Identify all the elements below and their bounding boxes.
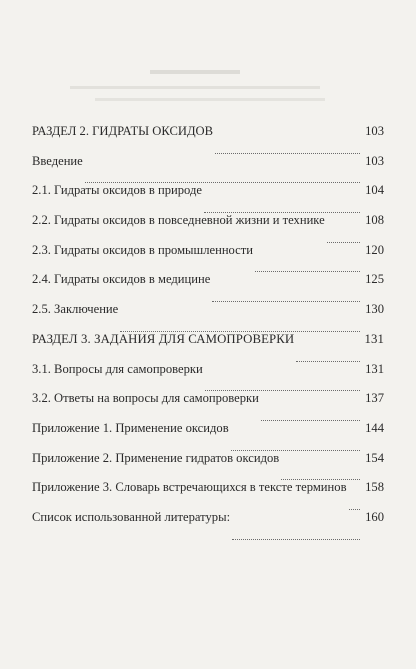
toc-row-4[interactable]: [32, 243, 384, 273]
toc-entry-title: Список использованной литературы:: [32, 509, 231, 524]
dot-leader: [255, 261, 360, 272]
toc-row-11[interactable]: [32, 451, 384, 481]
dot-leader: [296, 351, 360, 362]
toc-row-12[interactable]: [32, 480, 384, 510]
show-through-lines: [0, 60, 416, 110]
dot-leader: [215, 143, 360, 154]
toc-page-number: 154: [365, 450, 384, 465]
toc-entry-title: 2.1. Гидраты оксидов в природе: [32, 183, 202, 198]
toc-entry-title: Введение: [32, 153, 83, 168]
dot-leader: [212, 291, 360, 302]
toc-page-number: 108: [365, 213, 384, 228]
dot-leader: [232, 529, 360, 540]
toc-page-number: 158: [365, 480, 384, 495]
toc-entry-title: 3.2. Ответы на вопросы для самопроверки: [32, 391, 259, 406]
dot-leader: [120, 321, 360, 332]
toc-row-1[interactable]: [32, 154, 384, 184]
dot-leader: [261, 410, 360, 421]
show-through-texture: [0, 60, 416, 110]
dot-leader: [231, 440, 360, 451]
toc-row-9[interactable]: [32, 391, 384, 421]
toc-page-number: 120: [365, 242, 384, 257]
toc-entry-title: Приложение 2. Применение гидратов оксидов: [32, 450, 280, 465]
toc-entry-title: РАЗДЕЛ 2. ГИДРАТЫ ОКСИДОВ: [32, 124, 214, 138]
toc-entry-title: 2.4. Гидраты оксидов в медицине: [32, 272, 211, 287]
toc-row-13[interactable]: [32, 510, 384, 540]
dot-leader: [349, 499, 360, 510]
toc-page-number: 131: [365, 361, 384, 376]
dot-leader: [204, 202, 360, 213]
toc-row-3[interactable]: [32, 213, 384, 243]
toc-entry-title: РАЗДЕЛ 3. ЗАДАНИЯ ДЛЯ САМОПРОВЕРКИ: [32, 331, 295, 346]
toc-entry-title: 3.1. Вопросы для самопроверки: [32, 361, 203, 376]
toc-row-6[interactable]: [32, 302, 384, 332]
dot-leader: [205, 380, 360, 391]
toc-row-7[interactable]: [32, 332, 384, 362]
dot-leader: [85, 172, 360, 183]
toc-entry-title: Приложение 3. Словарь встречающихся в тексте терминов: [32, 480, 347, 495]
toc-entry-title: Приложение 1. Применение оксидов: [32, 420, 229, 435]
toc-row-10[interactable]: [32, 421, 384, 451]
dot-leader: [281, 469, 360, 480]
toc-page-number: 144: [365, 420, 384, 435]
toc-row-0[interactable]: [32, 124, 384, 154]
toc-page-number: 160: [365, 509, 384, 524]
toc-page-number: 103: [365, 124, 384, 138]
table-of-contents: [32, 124, 384, 540]
toc-row-5[interactable]: [32, 272, 384, 302]
toc-entry-title: 2.2. Гидраты оксидов в повседневной жизни и технике: [32, 213, 325, 228]
toc-row-8[interactable]: [32, 362, 384, 392]
toc-page-number: 103: [365, 153, 384, 168]
toc-page-number: 137: [365, 391, 384, 406]
toc-entry-title: 2.5. Заключение: [32, 302, 119, 317]
toc-page-number: 125: [365, 272, 384, 287]
toc-entry-title: 2.3. Гидраты оксидов в промышленности: [32, 242, 254, 257]
toc-page-number: 104: [365, 183, 384, 198]
toc-page-number: 130: [365, 302, 384, 317]
toc-row-2[interactable]: [32, 183, 384, 213]
dot-leader: [327, 232, 360, 243]
toc-page-number: 131: [364, 331, 384, 346]
